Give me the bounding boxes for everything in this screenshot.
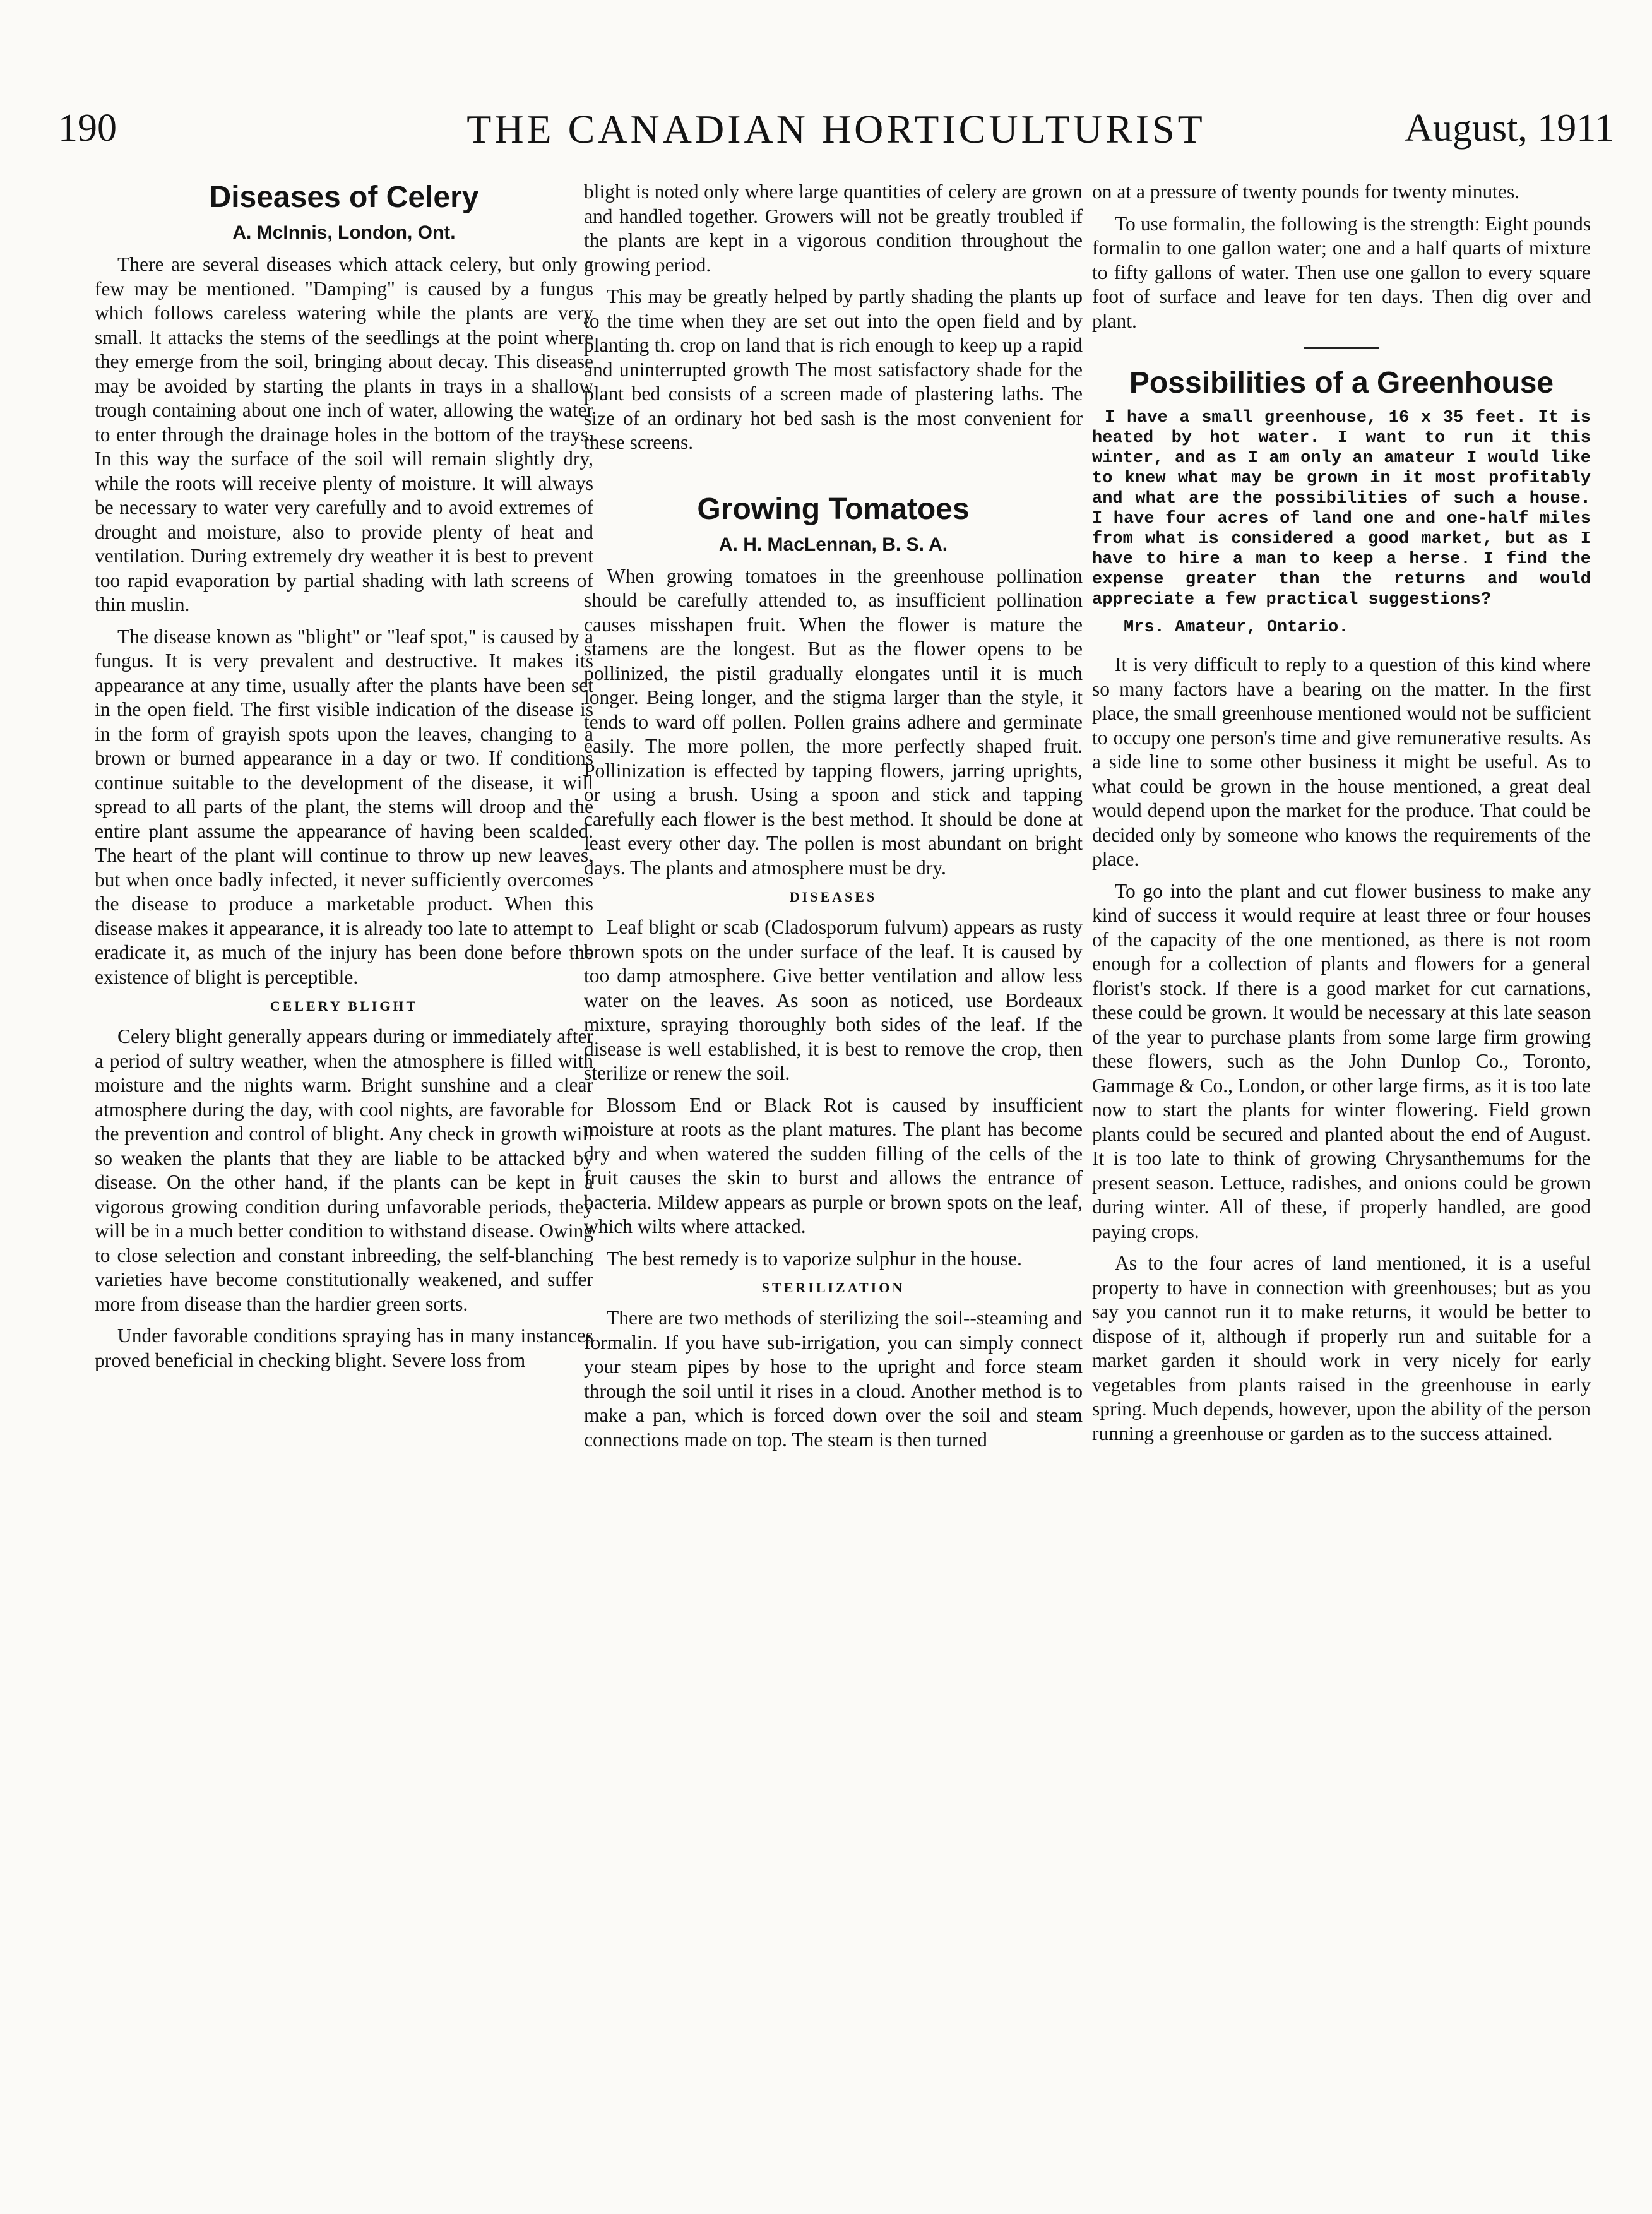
paragraph: There are two methods of sterilizing the soil--steaming and formalin. If you have sub-irrigation, you can simply connect your steam pipes by hose to the upright and force steam through the soil until it rises in a cloud. Another method is to make a pan, which is forced down over the soil and steam connections made on top. The steam is then turned bbox=[584, 1307, 1083, 1451]
issue-date: August, 1911 bbox=[1405, 107, 1614, 150]
column-1 bbox=[95, 180, 593, 1380]
paragraph: To use formalin, the following is the strength: Eight pounds formalin to one gallon water; one and a half quarts of mixture to fifty gallons of water. Then use one gallon to every square foot of surface and leave for ten days. Then dig over and plant. bbox=[1092, 212, 1591, 332]
paragraph: on at a pressure of twenty pounds for twenty minutes. bbox=[1092, 181, 1520, 203]
paragraph: Under favorable conditions spraying has in many instances proved beneficial in checking blight. Severe loss from bbox=[95, 1324, 593, 1371]
paragraph: This may be greatly helped by partly shading the plants up to the time when they are set out into the open field and by planting th. crop on land that is rich enough to keep up a rapid and uninterrupted growth The most satisfactory shade for the plant bed consists of a screen made of plastering laths. The size of an ordinary hot bed sash is the most convenient for these screens. bbox=[584, 285, 1083, 453]
paragraph: Blossom End or Black Rot is caused by insufficient moisture at roots as the plant matures. The plant has become dry and when watered the sudden filling of the cells of the fruit causes the skin to burst and allows the entrance of bacteria. Mildew appears as purple or brown spots on the leaf, which wilts where attacked. bbox=[584, 1093, 1083, 1237]
masthead bbox=[58, 106, 1614, 163]
paragraph: There are several diseases which attack celery, but only a few may be mentioned. "Damping" is caused by a fungus which follows careless watering while the plants are very small. It attacks the stems of the seedlings at the point where they emerge from the soil, bringing about decay. This disease may be avoided by starting the plants in trays in a shallow trough containing about one inch of water, allowing the water to enter through the drainage holes in the bottom of the trays. In this way the surface of the soil will remain slightly dry, while the roots will receive plenty of moisture. It will always be necessary to water very carefully and to avoid extremes of drought and moisture, also to provide plenty of heat and ventilation. During extremely dry weather it is best to prevent too rapid evaporation by partial shading with lath screens of thin muslin. bbox=[95, 253, 593, 616]
paragraph: It is very difficult to reply to a question of this kind where so many factors have a bearing on the matter. In the first place, the small greenhouse mentioned would not be sufficient to occupy one person's time and give remunerative results. As a side line to some other business it might be useful. As to what could be grown in the house mentioned, a great deal would depend upon the market for the produce. That could be decided only by someone who knows the requirements of the place. bbox=[1092, 653, 1591, 870]
article-title-tomatoes: Growing Tomatoes bbox=[697, 492, 970, 526]
page-number: 190 bbox=[58, 107, 117, 150]
reader-letter bbox=[1092, 408, 1591, 610]
paragraph: To go into the plant and cut flower business to make any kind of success it would require at least three or four houses of the capacity of the one mentioned, as there is not room enough for a collection of plants and flowers for a general florist's stock. If there is a good market for cut carnations, these could be grown. It would be necessary at this late season of the year to purchase plants from some large firm growing these flowers, such as the John Dunlop Co., Toronto, Gammage & Co., London, or other large firms, as it is too late now to start the plants for winter flowering. Field grown plants could be secured and planted about the end of August. It is too late to think of growing Chrysanthemums for the present season. Lettuce, radishes, and onions could be grown during winter. All of these, if properly handled, are good paying crops. bbox=[1092, 879, 1591, 1242]
paragraph: The disease known as "blight" or "leaf spot," is caused by a fungus. It is very prevalent and destructive. It makes its appearance at any time, usually after the plants have been set in the open field. The first visible indication of the disease is in the form of grayish spots upon the leaves, changing to a brown or burned appearance in a day or two. If conditions continue suitable to the development of the disease, it will spread to all parts of the plant, the stems will droop and the entire plant assume the appearance of having been scalded. The heart of the plant will continue to throw up new leaves, but when once badly infected, it never sufficiently overcomes the disease to produce a marketable product. When this disease makes it appearance, it is already too late to attempt to eradicate it, as much of the injury has been done before the existence of blight is perceptible. bbox=[95, 625, 593, 988]
paragraph: blight is noted only where large quantities of celery are grown and handled together. Growers will not be greatly troubled if the plants are kept in a vigorous condition throughout the growing period. bbox=[584, 181, 1083, 276]
subheading-sterilization: STERILIZATION bbox=[761, 1280, 905, 1295]
column-3 bbox=[1092, 180, 1591, 1453]
paragraph: When growing tomatoes in the greenhouse pollination should be carefully attended to, as insufficient pollination causes misshapen fruit. When the flower is mature the stamens are the longest. But as the flower opens to be pollinized, the pistil gradually elongates until it is much longer. Being longer, and the stigma larger than the style, it tends to ward off pollen. Pollen grains adhere and germinate easily. The more pollen, the more perfectly shaped fruit. Pollinization is effected by tapping flowers, jarring uprights, or using a brush. Using a spoon and stick and tapping carefully each flower is the best method. It should be done at least every other day. The pollen is most abundant on bright days. The plants and atmosphere must be dry. bbox=[584, 564, 1083, 879]
letter-text: I have a small greenhouse, 16 x 35 feet. It is heated by hot water. I want to run it this winter, and as I am only an amateur I would like to knew what may be grown in it most profitably and what are the possibilities of such a house. I have four acres of land one and one-half miles from what is considered a good market, but as I have to hire a man to keep a herse. I find the expense greater than the returns and would appreciate a few practical suggestions? bbox=[1092, 408, 1591, 609]
letter-signature: Mrs. Amateur, Ontario. bbox=[1124, 618, 1349, 637]
article-title-celery: Diseases of Celery bbox=[209, 181, 479, 214]
subheading-celery-blight: CELERY BLIGHT bbox=[270, 998, 419, 1014]
section-divider bbox=[1304, 347, 1379, 349]
paragraph: Celery blight generally appears during or immediately after a period of sultry weather, when the atmosphere is filled with moisture and the nights warm. Bright sunshine and a clear atmosphere during the day, with cool nights, are favorable for the prevention and control of blight. Any check in growth will so weaken the plants that they are liable to be attacked by disease. On the other hand, if the plants can be kept in a vigorous growing condition during unfavorable periods, they will be in a much better condition to withstand disease. Owing to close selection and constant inbreeding, the self-blanching varieties have become constitutionally weakened, and suffer more from disease than the hardier green sorts. bbox=[95, 1025, 593, 1315]
paragraph: As to the four acres of land mentioned, it is a useful property to have in connection with greenhouses; but as you say you cannot run it to make returns, it would be better to dispose of it, although if properly run and suitable for a market garden it should work in very nicely for early vegetables from plants raised in the greenhouse in early spring. Much depends, however, upon the ability of the person running a greenhouse or garden as to the success attained. bbox=[1092, 1252, 1591, 1444]
paragraph: Leaf blight or scab (Cladosporum fulvum) appears as rusty brown spots on the under surface of the leaf. It is caused by too damp atmosphere. Give better ventilation and allow less water on the leaves. As soon as noticed, use Bordeaux mixture, spraying thoroughly both sides of the leaf. If the disease is well established, it is best to remove the crop, then sterilize or renew the soil. bbox=[584, 916, 1083, 1084]
byline-celery: A. McInnis, London, Ont. bbox=[232, 222, 456, 243]
byline-tomatoes: A. H. MacLennan, B. S. A. bbox=[718, 533, 948, 555]
subheading-diseases: DISEASES bbox=[789, 889, 877, 905]
publication-title: THE CANADIAN HORTICULTURIST bbox=[466, 107, 1206, 152]
article-title-greenhouse: Possibilities of a Greenhouse bbox=[1129, 366, 1554, 400]
column-2 bbox=[584, 180, 1083, 1460]
paragraph: The best remedy is to vaporize sulphur in the house. bbox=[607, 1247, 1022, 1270]
